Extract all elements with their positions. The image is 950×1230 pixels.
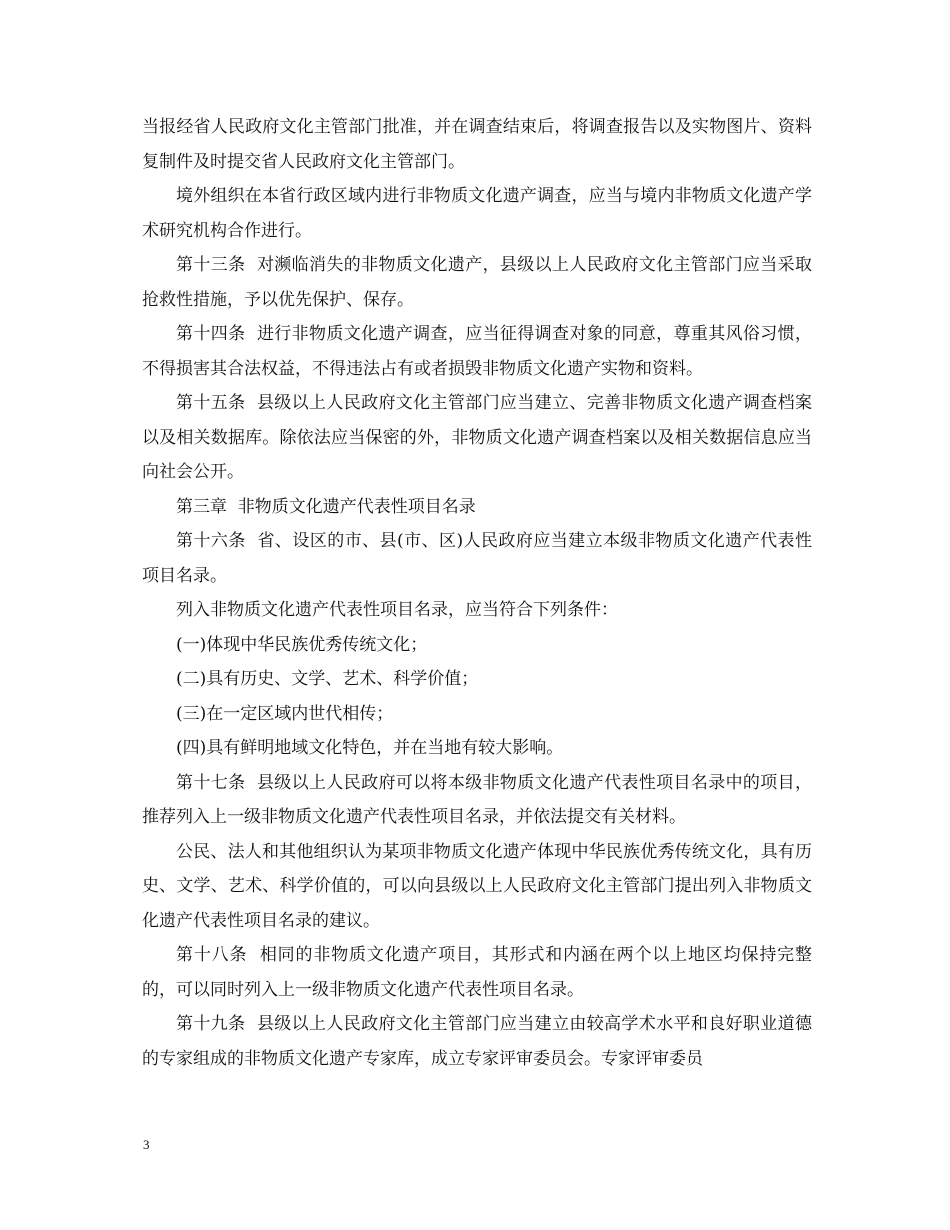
- paragraph: (三)在一定区域内世代相传；: [176, 703, 394, 724]
- paragraph: 第十四条 进行非物质文化遗产调查，应当征得调查对象的同意，尊重其风俗习惯，不得损害其合法权益，不得违法占有或者损毁非物质文化遗产实物和资料。: [142, 324, 812, 379]
- paragraph: 公民、法人和其他组织认为某项非物质文化遗产体现中华民族优秀传统文化，具有历史、文学、艺术、科学价值的，可以向县级以上人民政府文化主管部门提出列入非物质文化遗产代表性项目名录的建议。: [142, 841, 812, 931]
- paragraph: (一)体现中华民族优秀传统文化；: [176, 634, 428, 655]
- document-body: [142, 110, 812, 1076]
- paragraph: 境外组织在本省行政区域内进行非物质文化遗产调查，应当与境内非物质文化遗产学术研究机构合作进行。: [142, 186, 812, 241]
- paragraph: 第十三条 对濒临消失的非物质文化遗产，县级以上人民政府文化主管部门应当采取抢救性措施，予以优先保护、保存。: [142, 255, 812, 310]
- paragraph: 第十九条 县级以上人民政府文化主管部门应当建立由较高学术水平和良好职业道德的专家组成的非物质文化遗产专家库，成立专家评审委员会。专家评审委员: [142, 1014, 812, 1069]
- paragraph: 当报经省人民政府文化主管部门批准，并在调查结束后，将调查报告以及实物图片、资料复制件及时提交省人民政府文化主管部门。: [142, 117, 812, 172]
- paragraph: (二)具有历史、文学、艺术、科学价值；: [176, 669, 479, 689]
- paragraph: (四)具有鲜明地域文化特色，并在当地有较大影响。: [176, 738, 564, 758]
- paragraph: 第十六条 省、设区的市、县(市、区)人民政府应当建立本级非物质文化遗产代表性项目名录。: [142, 531, 812, 586]
- paragraph: 第十七条 县级以上人民政府可以将本级非物质文化遗产代表性项目名录中的项目，推荐列入上一级非物质文化遗产代表性项目名录，并依法提交有关材料。: [142, 772, 812, 827]
- page-number: 3: [143, 1137, 150, 1152]
- paragraph: 第十八条 相同的非物质文化遗产项目，其形式和内涵在两个以上地区均保持完整的，可以同时列入上一级非物质文化遗产代表性项目名录。: [142, 945, 812, 1000]
- paragraph: 第三章 非物质文化遗产代表性项目名录: [176, 496, 476, 517]
- paragraph: 列入非物质文化遗产代表性项目名录，应当符合下列条件：: [176, 600, 618, 620]
- paragraph: 第十五条 县级以上人民政府文化主管部门应当建立、完善非物质文化遗产调查档案以及相关数据库。除依法应当保密的外，非物质文化遗产调查档案以及相关数据信息应当向社会公开。: [142, 393, 812, 482]
